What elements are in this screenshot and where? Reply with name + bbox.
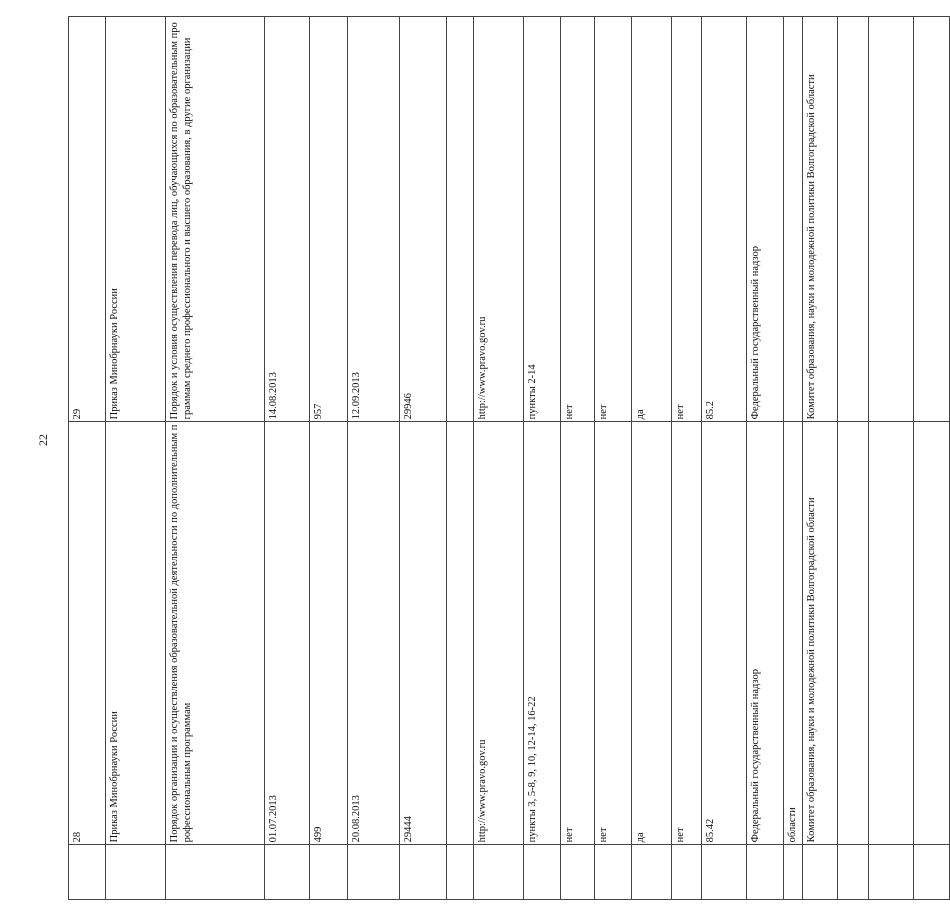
page-number: 22: [36, 434, 50, 446]
cell-empty: [914, 422, 950, 845]
table-row: [166, 17, 265, 900]
cell-title: Порядок и условия осуществления перевода лиц, обучающихся по образовательным программам среднего профессионального и высшего образования, в другие организации: [166, 17, 265, 422]
table-row: [447, 17, 474, 900]
table-row: [784, 17, 803, 900]
cell-date: 01.07.2013: [265, 422, 310, 845]
table-row: [561, 17, 595, 900]
cell-code: 85.42: [702, 422, 747, 845]
table-row: [524, 17, 561, 900]
table-row: [265, 17, 310, 900]
table-row: [474, 17, 524, 900]
cell-flag: нет: [672, 17, 702, 422]
table-row: [69, 17, 106, 900]
cell-empty: [869, 17, 914, 422]
cell-reg-date: 20.08.2013: [348, 422, 400, 845]
cell-empty: [869, 422, 914, 845]
table-row: [310, 17, 348, 900]
cell-authority: Комитет образования, науки и молодежной политики Волгоградской области: [803, 17, 838, 422]
table-row: [914, 17, 950, 900]
cell-flag: нет: [561, 17, 595, 422]
table-row: [838, 17, 869, 900]
cell-flag: нет: [672, 422, 702, 845]
cell-doc-no: 957: [310, 17, 348, 422]
cell-row-number: 29: [69, 17, 106, 422]
cell-reg-no: 29444: [400, 422, 447, 845]
table-row: [595, 17, 632, 900]
cell-date: 14.08.2013: [265, 17, 310, 422]
cell-source-link[interactable]: http://www.pravo.gov.ru: [474, 422, 524, 845]
cell-reg-date: 12.09.2013: [348, 17, 400, 422]
table-row: [747, 17, 784, 900]
cell-type: Приказ Минобрнауки России: [106, 422, 166, 845]
regulation-table: [68, 16, 950, 900]
table-row: [803, 17, 838, 900]
cell-items: пункты 3, 5-8, 9, 10, 12-14, 16-22: [524, 422, 561, 845]
cell-oversight: Федеральный государственный надзор: [747, 17, 784, 422]
cell-empty: [914, 17, 950, 422]
table-row: [869, 17, 914, 900]
cell-continuation: области: [784, 422, 803, 845]
table-row: [400, 17, 447, 900]
rotated-table-container: [68, 16, 817, 900]
cell-flag: да: [632, 422, 672, 845]
table-row: [702, 17, 747, 900]
cell-oversight: Федеральный государственный надзор: [747, 422, 784, 845]
cell-empty: [447, 422, 474, 845]
cell-items: пункты 2-14: [524, 17, 561, 422]
cell-empty: [838, 422, 869, 845]
cell-empty: [838, 17, 869, 422]
cell-flag: да: [632, 17, 672, 422]
cell-type: Приказ Минобрнауки России: [106, 17, 166, 422]
table-row: [348, 17, 400, 900]
cell-authority: Комитет образования, науки и молодежной политики Волгоградской области: [803, 422, 838, 845]
cell-source-link[interactable]: http://www.pravo.gov.ru: [474, 17, 524, 422]
cell-empty: [447, 17, 474, 422]
cell-title: Порядок организации и осуществления образовательной деятельности по дополнительным профессиональным программам: [166, 422, 265, 845]
cell-doc-no: 499: [310, 422, 348, 845]
cell-row-number: 28: [69, 422, 106, 845]
table-row: [632, 17, 672, 900]
table-row: [672, 17, 702, 900]
table-row: [106, 17, 166, 900]
cell-flag: нет: [595, 422, 632, 845]
cell-code: 85.2: [702, 17, 747, 422]
cell-reg-no: 29946: [400, 17, 447, 422]
cell-flag: нет: [595, 17, 632, 422]
cell-flag: нет: [561, 422, 595, 845]
